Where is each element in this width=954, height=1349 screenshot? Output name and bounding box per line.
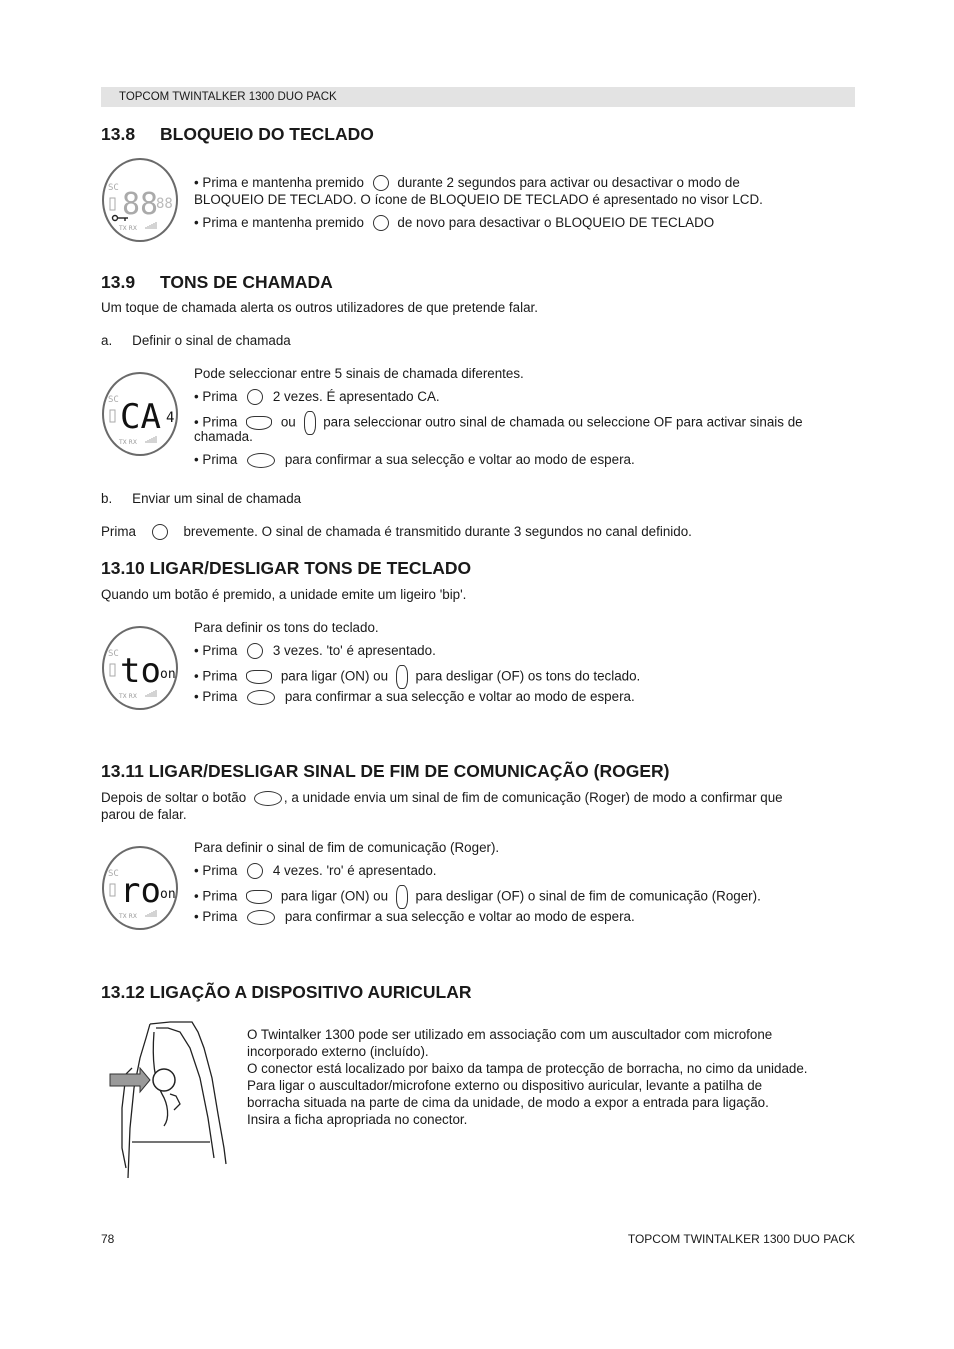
headset-jack-illustration (106, 1018, 232, 1180)
ptt-button-icon (254, 791, 282, 806)
lcd-sc-label: SC (108, 649, 119, 659)
signal-bars-icon (146, 910, 156, 917)
lcd-display-call-tone (102, 372, 178, 456)
keylock-line-2: BLOQUEIO DE TECLADO. O ícone de BLOQUEIO DE TECLADO é apresentado no visor LCD. (194, 192, 763, 207)
running-footer: TOPCOM TWINTALKER 1300 DUO PACK (627, 1232, 855, 1246)
keytone-bullet-1: • Prima 3 vezes. 'to' é apresentado. (194, 643, 436, 658)
keytone-p1: Para definir os tons do teclado. (194, 620, 379, 635)
call-tone-sub-b: b. Enviar um sinal de chamada (101, 491, 302, 506)
down-button-icon (304, 411, 316, 435)
lcd-display-keylock (102, 158, 178, 242)
menu-button-icon (247, 389, 263, 405)
call-button-icon (152, 524, 168, 540)
section-heading-13-12: 13.12 LIGAÇÃO A DISPOSITIVO AURICULAR (101, 982, 472, 1002)
menu-button-icon (247, 863, 263, 879)
keytone-bullet-2: • Prima para ligar (ON) ou para desligar (OF) os tons do teclado. (194, 665, 640, 689)
lcd-display-roger (102, 846, 178, 930)
up-button-icon (246, 890, 272, 904)
signal-bars-icon (146, 690, 156, 697)
lcd-display-keytone (102, 626, 178, 710)
section-heading-13-11: 13.11 LIGAR/DESLIGAR SINAL DE FIM DE COMUNICAÇÃO (ROGER) (101, 761, 670, 781)
ptt-button-icon (247, 453, 275, 468)
section-heading-13-8 (101, 124, 374, 144)
headset-line: Insira a ficha apropriada no conector. (247, 1112, 468, 1127)
headset-line: incorporado externo (incluído). (247, 1044, 429, 1059)
call-tone-bullet-3: • Prima para confirmar a sua selecção e voltar ao modo de espera. (194, 452, 635, 467)
roger-intro-cont: parou de falar. (101, 807, 187, 822)
headset-text (247, 1026, 867, 1128)
signal-bars-icon (146, 222, 156, 229)
roger-bullet-3: • Prima para confirmar a sua selecção e voltar ao modo de espera. (194, 909, 635, 924)
call-tone-intro: Um toque de chamada alerta os outros utilizadores de que pretende falar. (101, 300, 538, 315)
roger-p1: Para definir o sinal de fim de comunicação (Roger). (194, 840, 500, 855)
lcd-main-digits: 88 (122, 187, 159, 222)
lcd-sc-label: SC (108, 395, 119, 405)
signal-bars-icon (146, 436, 156, 443)
page-number: 78 (101, 1232, 115, 1246)
headset-line: Para ligar o auscultador/microfone externo ou dispositivo auricular, levante a patilha de (247, 1078, 763, 1093)
call-tone-sub-a: a. Definir o sinal de chamada (101, 333, 291, 348)
keytone-intro: Quando um botão é premido, a unidade emite um ligeiro 'bip'. (101, 587, 467, 602)
running-header: TOPCOM TWINTALKER 1300 DUO PACK (101, 87, 855, 107)
lcd-txrx-label: TX RX (119, 913, 137, 920)
lcd-small-digits: 4 (166, 410, 175, 426)
headset-line: O Twintalker 1300 pode ser utilizado em associação com um auscultador com microfone (247, 1027, 773, 1042)
section-title: TONS DE CHAMADA (160, 272, 333, 292)
arrow-icon (110, 1068, 150, 1092)
down-button-icon (396, 885, 408, 909)
lcd-main-digits: CA (120, 397, 161, 437)
connector-jack-icon (153, 1069, 175, 1091)
roger-bullet-2: • Prima para ligar (ON) ou para desligar (OF) o sinal de fim de comunicação (Roger). (194, 885, 761, 909)
ptt-button-icon (247, 910, 275, 925)
down-button-icon (396, 665, 408, 689)
call-tone-bullet-1: • Prima 2 vezes. É apresentado CA. (194, 389, 440, 404)
section-heading-13-9 (101, 272, 333, 292)
keylock-bullet-1: • Prima e mantenha premido durante 2 segundos para activar ou desactivar o modo de (194, 175, 740, 190)
call-tone-bullet-2: • Prima ou para seleccionar outro sinal de chamada ou seleccione OF para activar sinais de (194, 411, 803, 435)
lcd-main-digits: to (120, 651, 161, 691)
section-title: BLOQUEIO DO TECLADO (160, 124, 374, 144)
keylock-bullet-2: • Prima e mantenha premido de novo para desactivar o BLOQUEIO DE TECLADO (194, 215, 715, 230)
lcd-txrx-label: TX RX (119, 693, 137, 700)
roger-intro: Depois de soltar o botão , a unidade envia um sinal de fim de comunicação (Roger) de modo a confirmar que (101, 790, 783, 805)
lcd-sc-label: SC (108, 869, 119, 879)
lock-key-icon (373, 175, 389, 191)
lcd-small-digits: on (160, 887, 176, 902)
call-tone-bullet-2-cont: chamada. (194, 429, 253, 444)
roger-bullet-1: • Prima 4 vezes. 'ro' é apresentado. (194, 863, 437, 878)
headset-line: O conector está localizado por baixo da tampa de protecção de borracha, no cimo da unidade. (247, 1061, 808, 1076)
headset-line: borracha situada na parte de cima da unidade, de modo a expor a entrada para ligação. (247, 1095, 769, 1110)
keytone-bullet-3: • Prima para confirmar a sua selecção e voltar ao modo de espera. (194, 689, 635, 704)
section-number: 13.8 (101, 124, 136, 144)
lcd-small-digits: 88 (156, 196, 173, 212)
lcd-sc-label: SC (108, 183, 119, 193)
lcd-main-digits: ro (120, 871, 161, 911)
menu-button-icon (247, 643, 263, 659)
section-heading-13-10: 13.10 LIGAR/DESLIGAR TONS DE TECLADO (101, 558, 472, 578)
lock-key-icon (373, 215, 389, 231)
lcd-txrx-label: TX RX (119, 439, 137, 446)
call-tone-p1: Pode seleccionar entre 5 sinais de chamada diferentes. (194, 366, 524, 381)
lcd-txrx-label: TX RX (119, 225, 137, 232)
lcd-small-digits: on (160, 667, 176, 682)
section-number: 13.9 (101, 272, 136, 292)
up-button-icon (246, 670, 272, 684)
send-call-tone: Prima brevemente. O sinal de chamada é transmitido durante 3 segundos no canal definido. (101, 524, 692, 539)
ptt-button-icon (247, 690, 275, 705)
